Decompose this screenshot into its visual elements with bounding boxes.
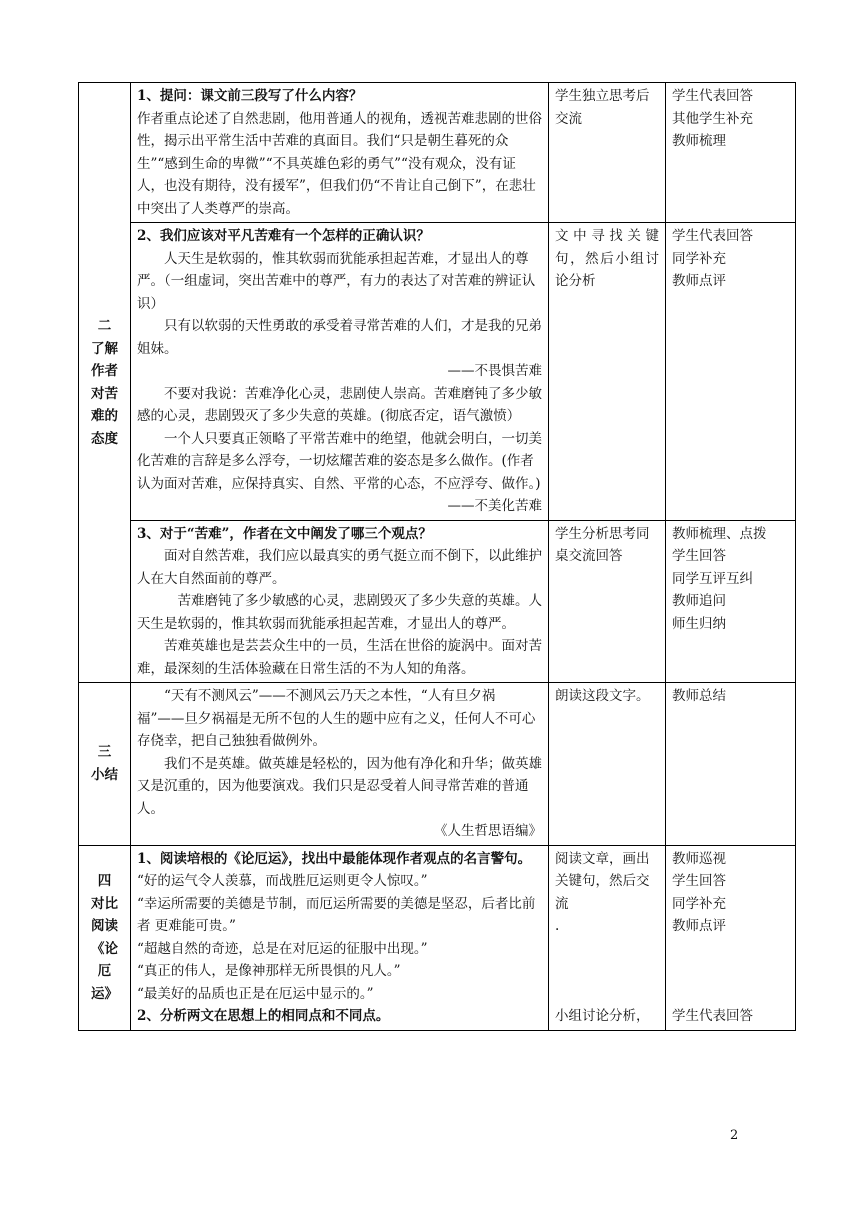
teacher-activity-cell: 教师巡视 学生回答 同学补充 教师点评 学生代表回答 — [666, 845, 796, 1030]
section-label-2: 二 了解 作者 对苦 难的 态度 — [79, 83, 131, 683]
teacher-activity-cell: 学生代表回答 其他学生补充 教师梳理 — [666, 83, 796, 223]
answer-paragraph: 苦难英雄也是芸芸众生中的一员，生活在世俗的旋涡中。面对苦难，最深刻的生活体验藏在日常生活的不为人知的角落。 — [137, 638, 542, 677]
student-activity-cell: 文中寻找关键句，然后小组讨论分析 — [549, 223, 666, 521]
student-activity-cell: 阅读文章，画出关键句，然后交流 . 小组讨论分析， — [549, 845, 666, 1030]
table-row — [79, 223, 796, 521]
question-title: 2、分析两文在思想上的相同点和不同点。 — [137, 1008, 390, 1024]
answer-paragraph: 面对自然苦难，我们应以最真实的勇气挺立而不倒下，以此维护人在大自然面前的尊严。 — [137, 548, 542, 587]
content-cell — [131, 83, 549, 223]
quote: “超越自然的奇迹，总是在对厄运的征服中出现。” — [137, 940, 428, 957]
lesson-plan-table — [78, 82, 796, 1031]
attribution: ——不畏惧苦难 — [447, 363, 542, 379]
content-cell — [131, 683, 549, 846]
attribution: ——不美化苦难 — [447, 498, 542, 514]
quote: “幸运所需要的美德是节制，而厄运所需要的美德是坚忍，后者比前者 更难能可贵。” — [137, 895, 536, 934]
answer-paragraph: 人天生是软弱的，惟其软弱而犹能承担起苦难，才显出人的尊严。（一组虚词，突出苦难中的尊严，有力的表达了对苦难的辨证认识） — [137, 250, 536, 312]
quote: “好的运气令人羡慕，而战胜厄运则更令人惊叹。” — [137, 873, 428, 889]
answer-paragraph: 一个人只要真正领略了平常苦难中的绝望，他就会明白，一切美化苦难的言辞是多么浮夸，一切炫耀苦难的姿态是多么做作。(作者认为面对苦难，应保持真实、自然、平常的心态，不应浮夸、做作。) — [137, 430, 542, 492]
answer-paragraph: 苦难磨钝了多少敏感的心灵，悲剧毁灭了多少失意的英雄。人天生是软弱的，惟其软弱而犹能承担起苦难，才显出人的尊严。 — [137, 593, 542, 632]
answer-text: 作者重点论述了自然悲剧，他用普通人的视角，透视苦难悲剧的世俗性，揭示出平常生活中苦难的真面目。我们“只是朝生暮死的众生”“感到生命的卑微”“不具英雄色彩的勇气”“没有观众，没有证人，也没有期待，没有援军”，但我们仍“不肯让自己倒下”，在悲壮中突出了人类尊严的崇高。 — [137, 110, 542, 217]
question-title: 2、我们应该对平凡苦难有一个怎样的正确认识？ — [137, 228, 430, 244]
section-label-4: 四 对比 阅读 《论 厄 运》 — [79, 845, 131, 1030]
quote: “最美好的品质也正是在厄运中显示的。” — [137, 985, 374, 1002]
answer-paragraph: 只有以软弱的天性勇敢的承受着寻常苦难的人们，才是我的兄弟姐妹。 — [137, 318, 542, 357]
table-row — [79, 520, 796, 683]
student-activity-cell: 朗读这段文字。 — [549, 683, 666, 846]
student-activity-cell: 学生分析思考同桌交流回答 — [549, 520, 666, 683]
table-row — [79, 683, 796, 846]
summary-paragraph: 我们不是英雄。做英雄是轻松的，因为他有净化和升华；做英雄又是沉重的，因为他要演戏。我们只是忍受着人间寻常苦难的普通人。 — [137, 755, 542, 817]
summary-paragraph: “天有不测风云”——不测风云乃天之本性，“人有旦夕祸福”——旦夕祸福是无所不包的人生的题中应有之义，任何人不可心存侥幸，把自己独独看做例外。 — [137, 688, 536, 749]
content-cell — [131, 520, 549, 683]
section-label-3: 三 小结 — [79, 683, 131, 846]
page-number: 2 — [730, 1128, 739, 1143]
answer-paragraph: 不要对我说：苦难净化心灵，悲剧使人崇高。苦难磨钝了多少敏感的心灵，悲剧毁灭了多少失意的英雄。(彻底否定，语气激愤） — [137, 385, 542, 424]
teacher-activity-cell: 教师梳理、点拨 学生回答 同学互评互纠 教师追问 师生归纳 — [666, 520, 796, 683]
content-cell — [131, 223, 549, 521]
table-row — [79, 83, 796, 223]
content-cell — [131, 845, 549, 1030]
teacher-activity-cell: 教师总结 — [666, 683, 796, 846]
question-title: 1、阅读培根的《论厄运》，找出中最能体现作者观点的名言警句。 — [137, 850, 532, 867]
question-title: 1、提问：课文前三段写了什么内容？ — [137, 88, 363, 104]
quote: “真正的伟人，是像神那样无所畏惧的凡人。” — [137, 963, 401, 979]
table-row — [79, 845, 796, 1030]
source-citation: 《人生哲思语编》 — [434, 823, 542, 839]
teacher-activity-cell: 学生代表回答 同学补充 教师点评 — [666, 223, 796, 521]
question-title: 3、对于“苦难”，作者在文中阐发了哪三个观点？ — [137, 525, 432, 542]
student-activity-cell: 学生独立思考后交流 — [549, 83, 666, 223]
